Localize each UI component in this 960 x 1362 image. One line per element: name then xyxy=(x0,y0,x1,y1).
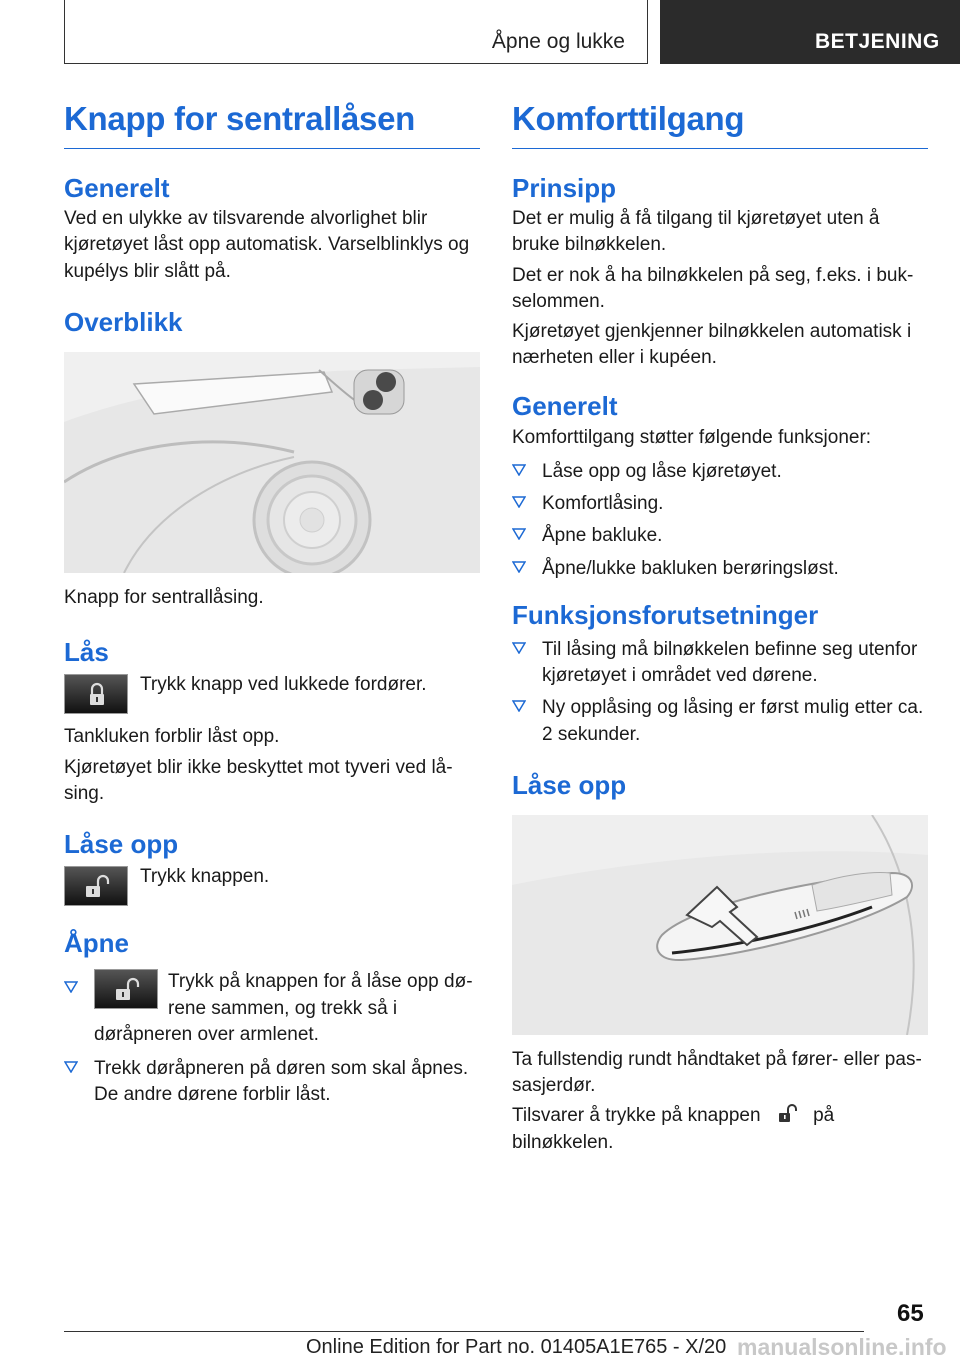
lase-opp-p2-start: Tilsvarer å trykke på knappen xyxy=(512,1105,761,1127)
apne-bullet-2-text: Trekk døråpneren på døren som skal åpnes. De andre dørene forblir låst. xyxy=(94,1058,469,1106)
lase-opp-row xyxy=(64,866,480,906)
function-item-text: Åpne/lukke bakluken berøringsløst. xyxy=(542,557,839,579)
apne-heading: Åpne xyxy=(64,928,129,959)
prinsipp-heading: Prinsipp xyxy=(512,172,617,203)
function-item xyxy=(512,523,928,549)
bullet-triangle-icon xyxy=(512,561,526,573)
key-unlock-icon xyxy=(770,1103,804,1125)
prinsipp-p1: Det er mulig å få tilgang til kjøretøyet uten å bruke bilnøkkelen. xyxy=(512,208,880,256)
lase-opp-p1: Ta fullstendig rundt håndtaket på fører- eller passasjerdør. xyxy=(512,1048,922,1097)
forutsetning-item-text: Ny opplåsing og låsing er først mulig etter ca. 2 sekunder. xyxy=(542,697,924,745)
lase-opp-text: Trykk knappen. xyxy=(140,866,270,888)
forutsetning-item xyxy=(512,637,928,689)
page-number: 65 xyxy=(897,1300,924,1327)
function-item xyxy=(512,556,928,582)
las-heading: Lås xyxy=(64,637,109,668)
las-p1: Tankluken forblir låst opp. xyxy=(64,726,280,748)
bullet-triangle-icon xyxy=(512,642,526,654)
lase-opp-p2-end: på bilnøkkelen. xyxy=(512,1105,835,1153)
left-title: Knapp for sentrallåsen xyxy=(64,100,480,149)
bullet-triangle-icon xyxy=(512,700,526,712)
apne-bullet-2 xyxy=(64,1056,480,1108)
door-panel-illustration xyxy=(64,352,480,573)
unlock-button-icon xyxy=(64,866,128,906)
right-generelt-heading: Generelt xyxy=(512,391,618,422)
footer-divider xyxy=(64,1331,864,1332)
function-item-text: Låse opp og låse kjøretøyet. xyxy=(542,460,782,482)
left-column xyxy=(64,100,480,1109)
footer-brand-watermark: manualsonline.info xyxy=(737,1334,947,1360)
apne-bullet-1-text: Trykk på knappen for å låse opp dørene sammen, og trekk så i døråpneren over armlenet. xyxy=(94,971,473,1045)
right-generelt-text: Komforttilgang støtter følgende funksjoner: xyxy=(512,426,872,448)
image-caption: Knapp for sentrallåsing. xyxy=(64,586,264,608)
footer-edition: Online Edition for Part no. 01405A1E765 - X/20 xyxy=(306,1336,727,1358)
bullet-triangle-icon xyxy=(512,464,526,476)
bullet-triangle-icon xyxy=(512,496,526,508)
function-item-text: Åpne bakluke. xyxy=(542,525,663,547)
las-button-text: Trykk knapp ved lukkede fordører. xyxy=(140,674,427,696)
overblikk-heading: Overblikk xyxy=(64,306,183,337)
function-item xyxy=(512,459,928,485)
door-handle-illustration xyxy=(512,815,928,1035)
prinsipp-p3: Kjøretøyet gjenkjenner bilnøkkelen automatisk i nærheten eller i kupéen. xyxy=(512,321,912,369)
function-item-text: Komfortlåsing. xyxy=(542,493,664,515)
lase-opp-p2 xyxy=(512,1103,928,1155)
header-chapter-tab: BETJENING xyxy=(660,0,960,64)
right-column xyxy=(512,100,928,1156)
bullet-triangle-icon xyxy=(512,528,526,540)
prinsipp-p2: Det er nok å ha bilnøkkelen på seg, f.eks. i bukselommen. xyxy=(512,264,914,312)
left-generelt-text: Ved en ulykke av tilsvarende alvorlighet blir kjøretøyet låst opp automatisk. Varselblinklys og kupélys blir slått på. xyxy=(64,208,470,282)
lase-opp-heading-right: Låse opp xyxy=(512,769,627,800)
function-item xyxy=(512,491,928,517)
lock-button-icon xyxy=(64,674,128,714)
forutsetning-item-text: Til låsing må bilnøkkelen befinne seg utenfor kjøretøyet i området ved dørene. xyxy=(542,638,918,687)
apne-bullet-1 xyxy=(64,969,480,1048)
forutsetning-item xyxy=(512,695,928,747)
las-p2: Kjøretøyet blir ikke beskyttet mot tyveri ved låsing. xyxy=(64,756,453,804)
lase-opp-heading-left: Låse opp xyxy=(64,829,179,860)
forutsetninger-heading: Funksjonsforutsetninger xyxy=(512,599,819,630)
left-generelt-heading: Generelt xyxy=(64,172,170,203)
header-section-title: Åpne og lukke xyxy=(491,30,625,53)
las-row xyxy=(64,674,480,714)
header-box xyxy=(64,0,648,64)
bullet-triangle-icon xyxy=(64,981,78,993)
unlock-button-icon-inline xyxy=(94,969,158,1009)
right-title: Komforttilgang xyxy=(512,100,928,149)
bullet-triangle-icon xyxy=(64,1061,78,1073)
